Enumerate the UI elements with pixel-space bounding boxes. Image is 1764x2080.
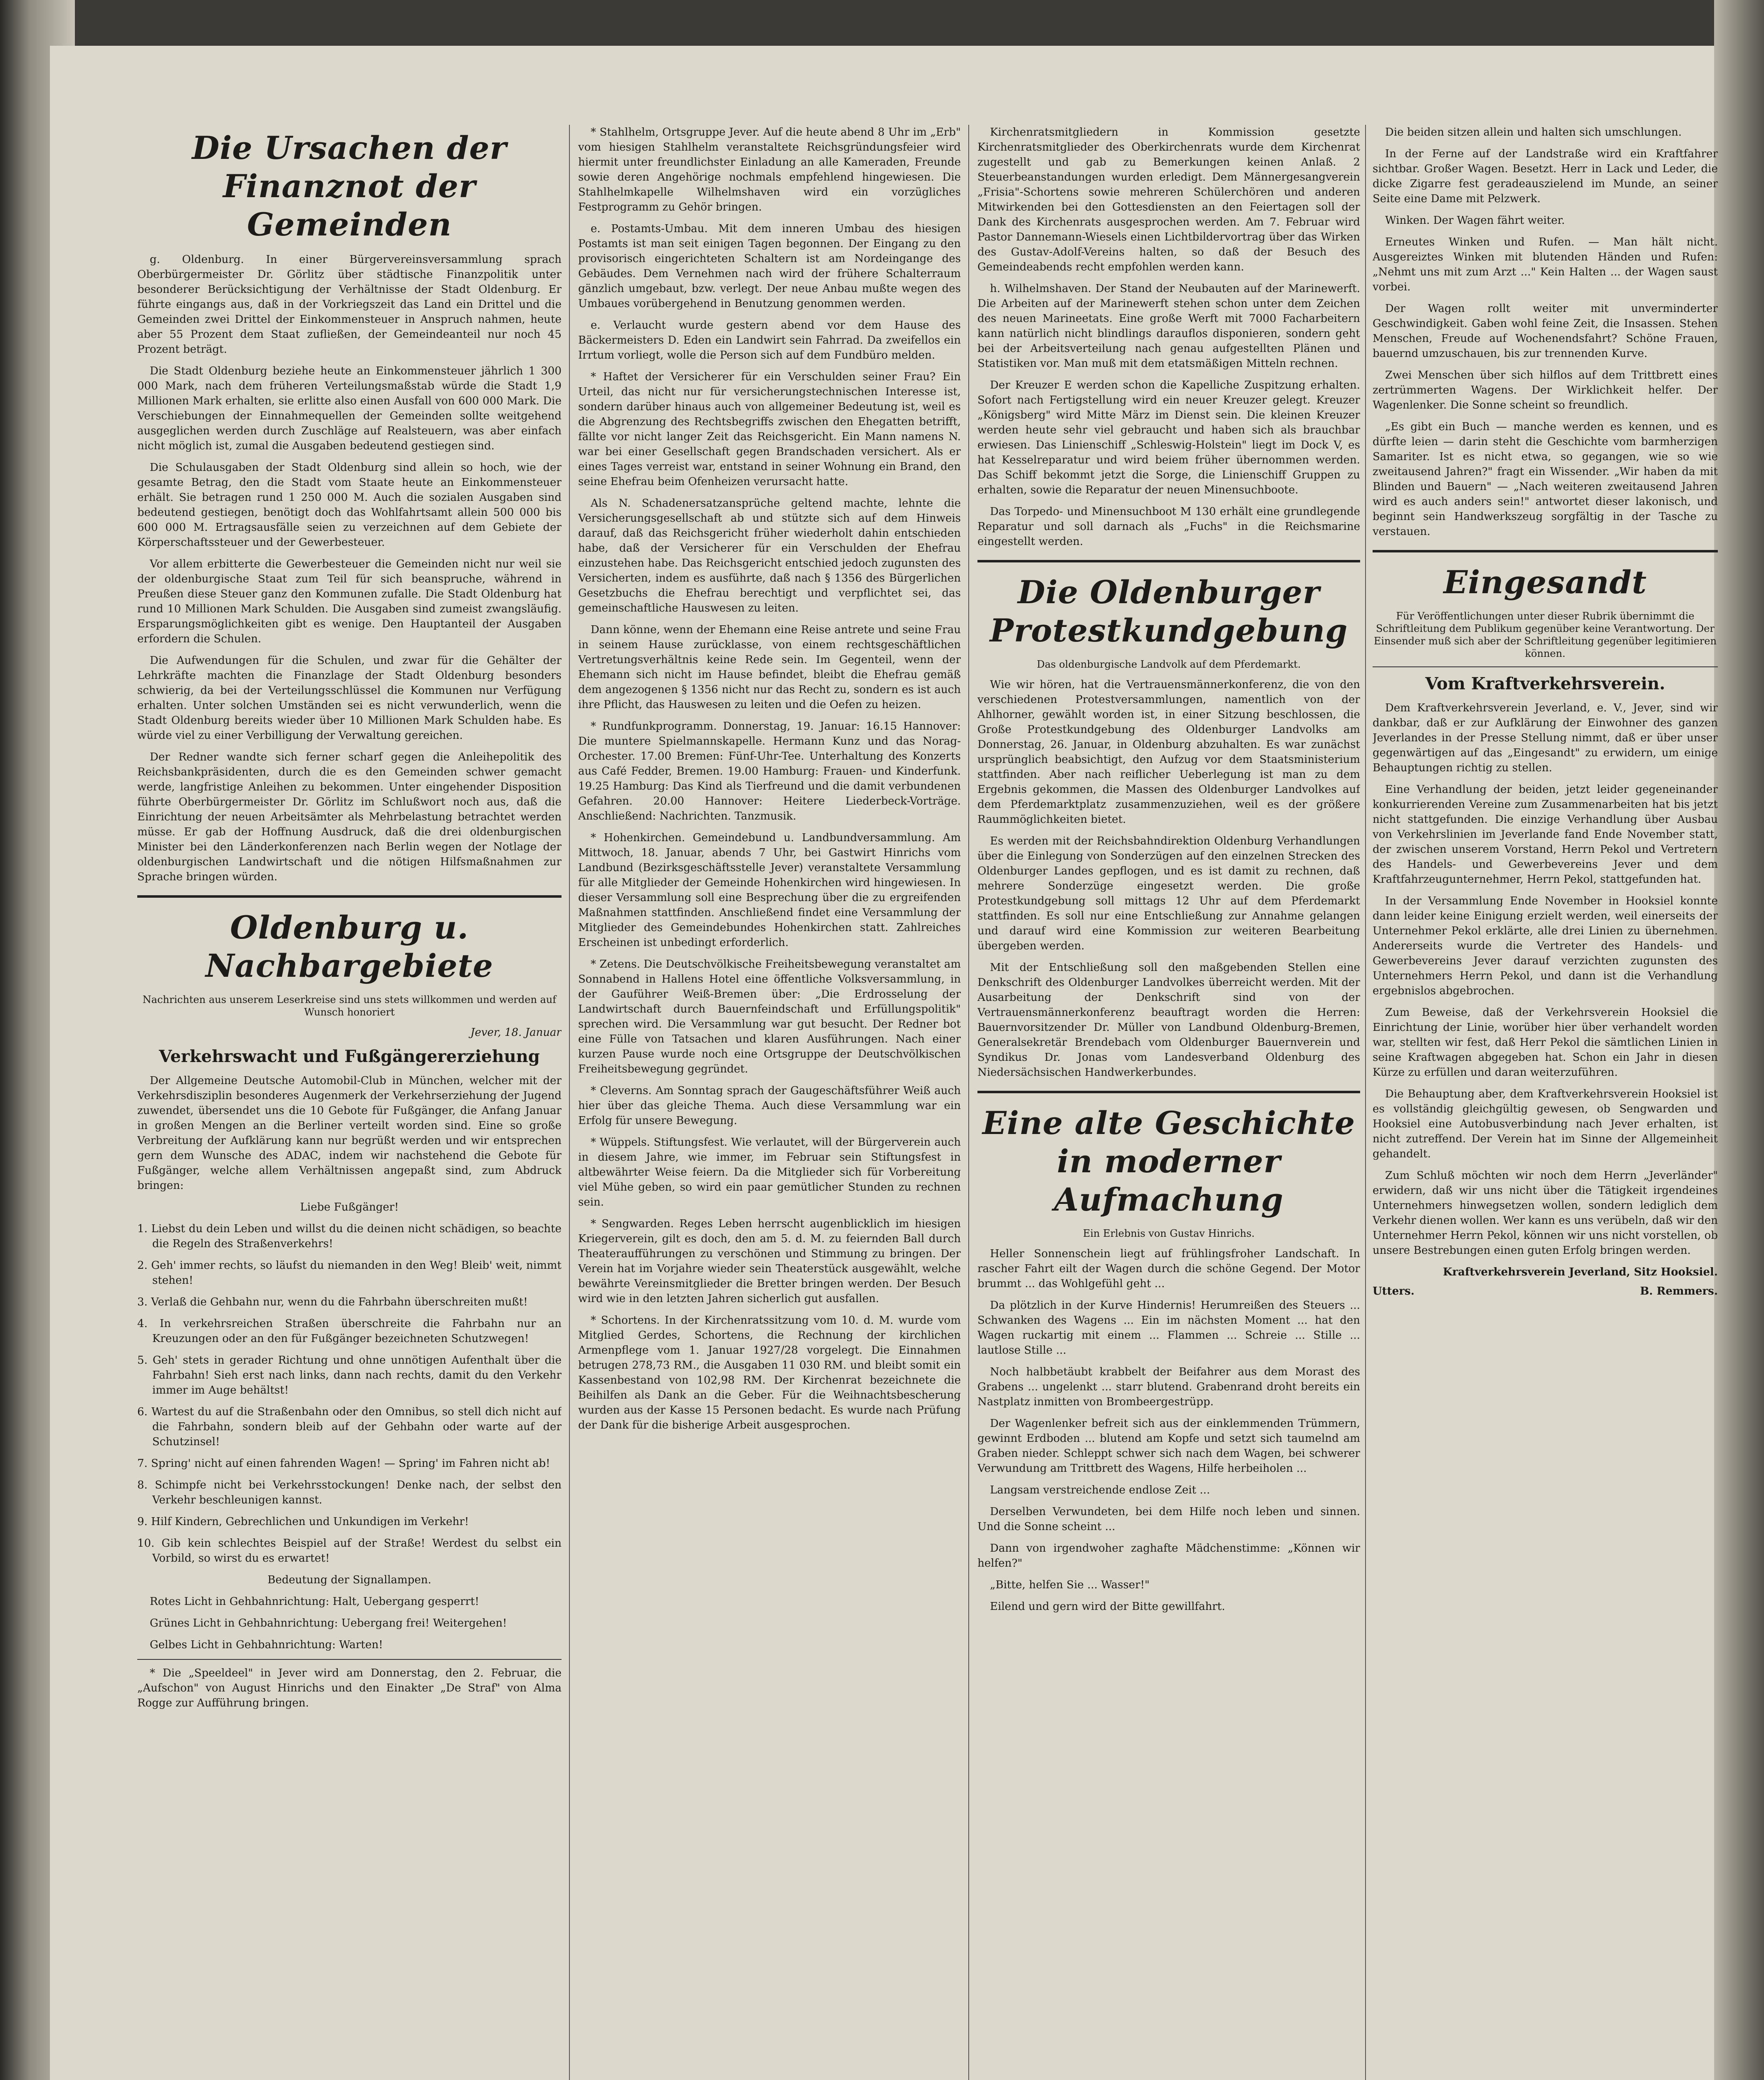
story-paragraph: Da plötzlich in der Kurve Hindernis! Herumreißen des Steuers ... Schwanken des Wagens ... Ein im nächsten Moment ... hat den Wagen ruckartig mit einem ... Flammen ... Schreie ... Stille ... lautlose Stille ... <box>977 1299 1360 1357</box>
list-item: 9. Hilf Kindern, Gebrechlichen und Unkundigen im Verkehr! <box>137 1515 469 1528</box>
list-item: 8. Schimpfe nicht bei Verkehrsstockungen! Denke nach, der selbst den Verkehr beschleunigen kannst. <box>137 1479 562 1506</box>
article-paragraph: Die Aufwendungen für die Schulen, und zwar für die Gehälter der Lehrkräfte machten die Finanzlage der Stadt Oldenburg besonders schwierig, da bei der Verteilungsschlüssel die Kommunen nur Verfügung erhalten. Unter solchen Umständen sei es nicht verwunderlich, wenn die Stadt Oldenburg bereits wieder über 10 Millionen Mark Schulden habe. Es würde viel zu einer Verbilligung der Verwaltung gereichen. <box>137 654 562 742</box>
news-item: Dann könne, wenn der Ehemann eine Reise antrete und seine Frau in seinem Hause zurücklasse, von einem rechtsgeschäftlichen Vertretungsverhältnis keine Rede sein. Im Gegenteil, wenn der Ehemann sich nicht im Hause befindet, bleibt die Ehefrau gemäß dem angezogenen § 1356 nicht nur das Recht zu, sondern es ist auch ihre Pflicht, das Hauswesen zu leiten und die Oefen zu heizen. <box>578 624 961 711</box>
headline-subtitle: Ein Erlebnis von Gustav Hinrichs. <box>1083 1228 1255 1239</box>
news-item: * Rundfunkprogramm. Donnerstag, 19. Januar: 16.15 Hannover: Die muntere Spielmannskapelle. Hermann Kunz und das Norag-Orchester. 17.00 Bremen: Fünf-Uhr-Tee. Unterhaltung des Konzerts aus Café Fedder, Bremen. 19.00 Hamburg: Frauen- und Kinderfunk. 19.25 Hamburg: Das Kind als Tierfreund und die damit verbundenen Gefahren. 20.00 Hannover: Heitere Liederbeck-Vorträge. Anschließend: Nachrichten. Tanzmusik. <box>578 720 961 822</box>
news-item: * Stahlhelm, Ortsgruppe Jever. Auf die heute abend 8 Uhr im „Erb" vom hiesigen Stahlhelm veranstaltete Reichsgründungsfeier wird hiermit unter freundlichster Einladung an alle Kameraden, Freunde sowie deren Angehörige nochmals empfehlend hingewiesen. Die Stahlhelmkapelle Wilhelmshaven wird ein vorzügliches Festprogramm zu Gehör bringen. <box>578 126 961 213</box>
news-item: * Cleverns. Am Sonntag sprach der Gaugeschäftsführer Weiß auch hier über das gleiche Thema. Auch diese Versammlung war ein Erfolg für unsere Bewegung. <box>578 1085 961 1127</box>
divider <box>1373 666 1718 667</box>
story-paragraph: Der Wagen rollt weiter mit unverminderter Geschwindigkeit. Gaben wohl feine Zeit, die Insassen. Stehen Menschen, Freude auf Wochenendsfahrt? Schöne Frauen, bauernd umzuschauen, bis zur trennenden Kurve. <box>1373 302 1718 360</box>
signature: Kraftverkehrsverein Jeverland, Sitz Hooksiel. <box>1442 1266 1718 1278</box>
story-paragraph: Die beiden sitzen allein und halten sich umschlungen. <box>1385 126 1682 139</box>
list-item: 4. In verkehrsreichen Straßen überschreite die Fahrbahn nur an Kreuzungen oder an den für Fußgänger bezeichneten Schutzwegen! <box>137 1317 562 1345</box>
story-paragraph: Heller Sonnenschein liegt auf frühlingsfroher Landschaft. In rascher Fahrt eilt der Wagen durch die schöne Gegend. Der Motor brummt ... das Wohlgefühl geht ... <box>977 1248 1360 1290</box>
list-title: Liebe Fußgänger! <box>300 1201 399 1213</box>
article-paragraph: Eine Verhandlung der beiden, jetzt leider gegeneinander konkurrierenden Vereine zum Zusammenarbeiten hat bis jetzt nicht stattgefunden. Die einzige Verhandlung über Ausbau von Verkehrslinien im Jeverlande fand Ende November statt, der zwischen unserem Vorstand, Herrn Pekol und Vertretern des Handels- und Gewerbevereins Jever und dem Kraftfahrzeugunternehmer, Herrn Pekol, stattgefunden hat. <box>1373 783 1718 886</box>
rules-list <box>137 1221 562 1566</box>
signal-item: Rotes Licht in Gehbahnrichtung: Halt, Uebergang gesperrt! <box>150 1595 479 1608</box>
article-paragraph: Dem Kraftverkehrsverein Jeverland, e. V., Jever, sind wir dankbar, daß er zur Aufklärung der Einwohner des ganzen Jeverlandes in der Presse Stellung nimmt, daß er über unser gegenwärtigen auf das „Eingesandt" zu erwidern, um einige Behauptungen richtig zu stellen. <box>1373 702 1718 774</box>
story-paragraph: In der Ferne auf der Landstraße wird ein Kraftfahrer sichtbar. Großer Wagen. Besetzt. Herr in Lack und Leder, die dicke Zigarre fest geradeauszielend im Munde, an seiner Seite eine Dame mit Pelzwerk. <box>1373 148 1718 205</box>
article-paragraph: Der Allgemeine Deutsche Automobil-Club in München, welcher mit der Verkehrsdisziplin besonderes Augenmerk der Verkehrserziehung der Jugend zuwendet, übersendet uns die 10 Gebote für Fußgänger, die Anfang Januar in großen Mengen an die Berliner verteilt worden sind. Eine so große Verbreitung der Aufklärung kann nur begrüßt werden und wir entsprechen gern dem Wunsche des ADAC, indem wir nachstehend die Gebote für Fußgänger, welche allem Verhältnissen angepaßt sind, zum Abdruck bringen: <box>137 1075 562 1192</box>
news-item: e. Verlaucht wurde gestern abend vor dem Hause des Bäckermeisters D. Eden ein Landwirt sein Fahrrad. Da zweifellos ein Irrtum vorliegt, wolle die Person sich auf dem Fundbüro melden. <box>578 319 961 362</box>
section-divider <box>977 560 1360 562</box>
story-paragraph: „Bitte, helfen Sie ... Wasser!" <box>990 1579 1150 1591</box>
signature-left: Utters. <box>1373 1285 1415 1298</box>
article-paragraph: Die Schulausgaben der Stadt Oldenburg sind allein so hoch, wie der gesamte Betrag, den die Stadt vom Staate heute an Einkommensteuer erhält. Sie betragen rund 1 250 000 M. Auch die sozialen Ausgaben sind bedeutend gestiegen, benötigt doch das Wohlfahrtsamt allein 500 000 bis 600 000 M. Ertragsausfälle seien zu verzeichnen auf dem Gebiete der Körperschaftssteuer und der Gewerbesteuer. <box>137 461 562 549</box>
story-paragraph: Zwei Menschen über sich hilflos auf dem Trittbrett eines zertrümmerten Wagens. Der Wirklichkeit helfer. Der Wagenlenker. Die Sonne scheint so freundlich. <box>1373 369 1718 411</box>
story-paragraph: Langsam verstreichende endlose Zeit ... <box>990 1484 1210 1496</box>
article-paragraph: Die Behauptung aber, dem Kraftverkehrsverein Hooksiel ist es vollständig gleichgültig gewesen, ob Sengwarden und Hooksiel eine Autobusverbindung nach Jever erhalten, ist nicht zutreffend. Der Verein hat im Sinne der Allgemeinheit gehandelt. <box>1373 1088 1718 1160</box>
page-edge <box>1714 0 1764 2080</box>
section-divider <box>1373 550 1718 552</box>
list-item: 2. Geh' immer rechts, so läufst du niemanden in den Weg! Bleib' weit, nimmt stehen! <box>137 1259 562 1287</box>
dateline: Jever, 18. Januar <box>470 1026 562 1039</box>
column-rule <box>968 125 969 2080</box>
news-item: * Schortens. In der Kirchenratssitzung vom 10. d. M. wurde vom Mitglied Gerdes, Schortens, die Rechnung der kirchlichen Armenpflege vom 1. Januar 1927/28 vorgelegt. Die Einnahmen betrugen 278,73 RM., die Ausgaben 11 030 RM. und bleibt somit ein Kassenbestand von 102,98 RM. Der Kirchenrat bezeichnete die Beihilfen als Dank an die Geber. Für die Weihnachtsbescherung wurden aus der Kasse 15 Personen bedacht. Es wurde nach Prüfung der Dank für die bisherige Arbeit ausgesprochen. <box>578 1314 961 1431</box>
news-item: * Wüppels. Stiftungsfest. Wie verlautet, will der Bürgerverein auch in diesem Jahre, wie immer, im Februar sein Stiftungsfest in altbewährter Weise feiern. Da die Mitglieder sich für Vorbereitung viel Mühe geben, so wird ein paar gemütlicher Stunden zu rechnen sein. <box>578 1136 961 1208</box>
article-paragraph: In der Versammlung Ende November in Hooksiel konnte dann leider keine Einigung erzielt werden, weil einerseits der Unternehmer Pekol erklärte, alle drei Linien zu übernehmen. Andererseits wurde die Vertreter des Handels- und Gewerbevereins Jever darauf verzichten zugunsten des Unternehmers Herrn Pekol, und dann ist die Verhandlung ergebnislos abgebrochen. <box>1373 895 1718 997</box>
headline-eingesandt: Eingesandt <box>1443 564 1647 601</box>
article-paragraph: Zum Beweise, daß der Verkehrsverein Hooksiel die Einrichtung der Linie, worüber hier über verhandelt worden war, stellten wir fest, daß Herr Pekol die sämtlichen Linien in seine Kraftwagen abgegeben hat. Schon ein Jahr in diesen Kürze zu erfüllen und daran weiterzuführen. <box>1373 1006 1718 1079</box>
story-paragraph: Noch halbbetäubt krabbelt der Beifahrer aus dem Morast des Grabens ... ungelenkt ... starr blutend. Grabenrand droht bereits ein Nastplatz inmitten von Brombeergestrüpp. <box>977 1366 1360 1408</box>
section-subtitle: Nachrichten aus unserem Leserkreise sind uns stets willkommen und werden auf Wunsch honoriert <box>142 994 557 1018</box>
column-rule <box>569 125 570 2080</box>
story-paragraph: Derselben Verwundeten, bei dem Hilfe noch leben und sinnen. Und die Sonne scheint ... <box>977 1506 1360 1533</box>
list-item: 6. Wartest du auf die Straßenbahn oder den Omnibus, so stell dich nicht auf die Fahrbahn, sondern bleib auf der Gehbahn oder warte auf der Schutzinsel! <box>137 1406 562 1448</box>
headline-finanznot: Die Ursachen der Finanznot der Gemeinden <box>192 129 507 243</box>
headline-subtitle: Das oldenburgische Landvolk auf dem Pferdemarkt. <box>1037 659 1301 670</box>
list-item: 7. Spring' nicht auf einen fahrenden Wagen! — Spring' im Fahren nicht ab! <box>137 1457 550 1470</box>
news-item: Das Torpedo- und Minensuchboot M 130 erhält eine grundlegende Reparatur und soll darnach als „Fuchs" in die Reichsmarine eingestellt werden. <box>977 505 1360 548</box>
news-item: e. Postamts-Umbau. Mit dem inneren Umbau des hiesigen Postamts ist man seit einigen Tagen begonnen. Der Eingang zu den provisorisch eingerichteten Schaltern ist am Nordeingange des Gebäudes. Dem Vernehmen nach wird der frühere Schalterraum gänzlich umgebaut, bzw. verlegt. Der neue Anbau mußte wegen des Umbaues vorübergehend in Benutzung genommen werden. <box>578 223 961 310</box>
news-item: * Sengwarden. Reges Leben herrscht augenblicklich im hiesigen Kriegerverein, gilt es doch, den am 5. d. M. zu feiernden Ball durch Theateraufführungen zu verschönen und Stimmung zu bringen. Der Verein hat im Vorjahre wieder sein Theaterstück ausgewählt, welche bewährte Vereinsmitglieder die Bretter bringen werden. Der Besuch wird wie in den letzten Jahren sicherlich gut ausfallen. <box>578 1218 961 1305</box>
article-paragraph: Wie wir hören, hat die Vertrauensmännerkonferenz, die von den verschiedenen Protestversammlungen, namentlich von der Ahlhorner, gewählt worden ist, in einer Sitzung beschlossen, die Große Protestkundgebung des Oldenburger Landvolks am Donnerstag, 26. Januar, in Oldenburg abzuhalten. Es war zunächst ursprünglich beabsichtigt, den Aufzug vor dem Staatsministerium stattfinden. Aber nach reiflicher Ueberlegung ist man zu dem Ergebnis gekommen, die Massen des Oldenburger Landvolkes auf dem Pferdemarktplatz zusammenzuziehen, weil es der größere Raummöglichkeiten bietet. <box>977 678 1360 826</box>
story-paragraph: Erneutes Winken und Rufen. — Man hält nicht. Ausgereiztes Winken mit blutenden Händen und Rufen: „Nehmt uns mit zum Arzt ..." Kein Halten ... der Wagen saust vorbei. <box>1373 236 1718 293</box>
story-paragraph: Dann von irgendwoher zaghafte Mädchenstimme: „Können wir helfen?" <box>977 1542 1360 1570</box>
list-item: 10. Gib kein schlechtes Beispiel auf der Straße! Werdest du selbst ein Vorbild, so wirst du es erwartet! <box>137 1537 562 1565</box>
section-divider <box>137 895 562 898</box>
headline-oldenburg: Oldenburg u. Nachbargebiete <box>205 909 493 984</box>
article-paragraph: Mit der Entschließung soll den maßgebenden Stellen eine Denkschrift des Oldenburger Landvolkes überreicht werden. Mit der Ausarbeitung der Denkschrift sind von der Vertrauensmännerkonferenz beauftragt worden die Herren: Bauernvorsitzender Dr. Müller von Landbund Oldenburg-Bremen, Generalsekretär Brendebach vom Oldenburger Bauernverein und Syndikus Dr. Jonas vom Landesverband Oldenburg des Niedersächsischen Handwerkerbundes. <box>977 961 1360 1079</box>
signal-item: Gelbes Licht in Gehbahnrichtung: Warten! <box>150 1639 383 1651</box>
story-paragraph: Der Wagenlenker befreit sich aus der einklemmenden Trümmern, gewinnt Erdboden ... blutend am Kopfe und setzt sich taumelnd am Graben nieder. Schleppt schwer sich nach dem Wagen, bei schwerer Verwundung am Trittbrett des Wagens, Hilfe herbeiholen ... <box>977 1417 1360 1475</box>
article-paragraph: Zum Schluß möchten wir noch dem Herrn „Jeverländer" erwidern, daß wir uns nicht über die Tätigkeit irgendeines Unternehmers hinwegsetzen wollen, sondern lediglich dem Verkehr dienen wollen. Wer kann es uns verübeln, daß wir den Unternehmer Herrn Pekol, können wir uns nicht vorstellen, ob unsere Bestrebungen einen guten Erfolg bringen werden. <box>1373 1169 1718 1257</box>
article-paragraph: g. Oldenburg. In einer Bürgervereinsversammlung sprach Oberbürgermeister Dr. Görlitz über städtische Finanzpolitik unter besonderer Berücksichtigung der Verhältnisse der Stadt Oldenburg. Er führte eingangs aus, daß in der Vorkriegszeit das Land ein Drittel und die Gemeinden zwei Drittel der Einkommensteuer in Anspruch nahmen, heute aber 55 Prozent dem Staat zufließen, der Gemeindeanteil nur noch 45 Prozent beträgt. <box>137 253 562 356</box>
list-item: 1. Liebst du dein Leben und willst du die deinen nicht schädigen, so beachte die Regeln des Straßenverkehrs! <box>137 1223 562 1250</box>
section-divider <box>977 1091 1360 1093</box>
article-paragraph: Es werden mit der Reichsbahndirektion Oldenburg Verhandlungen über die Einlegung von Sonderzügen auf den einzelnen Strecken des Oldenburger Landes gepflogen, und es ist damit zu rechnen, daß mehrere Sonderzüge eingesetzt werden. Die große Protestkundgebung soll mittags 12 Uhr auf dem Pferdemarkt stattfinden. Es soll nur eine Entschließung zur Annahme gelangen und darauf wird eine Kommission zur weiteren Bearbeitung übergeben werden. <box>977 835 1360 952</box>
news-item: Als N. Schadenersatzansprüche geltend machte, lehnte die Versicherungsgesellschaft ab und stützte sich auf dem Hinweis darauf, daß das Reichsgericht früher wiederholt dahin entschieden habe, daß der Versicherer für ein Verschulden der Ehefrau einzustehen habe. Das Reichsgericht entschied jedoch zugunsten des Versicherten, indem es ausführte, daß nach § 1356 des Bürgerlichen Gesetzbuchs die Ehefrau berechtigt und verpflichtet sei, das gemeinschaftliche Hauswesen zu leiten. <box>578 497 961 614</box>
story-paragraph: Winken. Der Wagen fährt weiter. <box>1385 214 1565 227</box>
article-paragraph: Die Stadt Oldenburg beziehe heute an Einkommensteuer jährlich 1 300 000 Mark, nach dem früheren Verteilungsmaßstab würde die Stadt 1,9 Millionen Mark erhalten, sie erlitte also einen Ausfall von 600 000 Mark. Die Verschiebungen der Einnahmequellen der Gemeinden sollte weitgehend ausgeglichen werden durch Zuschläge auf Realsteuern, was aber einfach nicht möglich ist, zumal die Ausgaben bedeutend gestiegen sind. <box>137 365 562 452</box>
news-item: * Haftet der Versicherer für ein Verschulden seiner Frau? Ein Urteil, das nicht nur für versicherungstechnischen Interesse ist, sondern darüber hinaus auch von allgemeiner Bedeutung ist, weil es die Abgrenzung des Rechtsbegriffs zwischen den Ehegatten betrifft, fällte vor nicht langer Zeit das Reichsgericht. Ein Mann namens N. war bei einer Gesellschaft gegen Brandschaden versichert. Als er eines Tages verreist war, entstand in seiner Wohnung ein Brand, den seine Ehefrau beim Ofenheizen verursacht hatte. <box>578 371 961 488</box>
column-2 <box>578 125 961 2080</box>
news-item: Kirchenratsmitgliedern in Kommission gesetzte Kirchenratsmitglieder des Oberkirchenrats wurde dem Kirchenrat zugestellt und gab zu Bemerkungen keinen Anlaß. 2 Steuerbeanstandungen wurden erledigt. Dem Männergesangverein „Frisia"-Schortens sowie mehreren Schülerchören und anderen Mitwirkenden bei den Gottesdiensten an den Feiertagen soll der Dank des Kirchenrats ausgesprochen werden. Am 7. Februar wird Pastor Dannemann-Wiesels einen Lichtbildervortrag über das Wirken des Gustav-Adolf-Vereins halten, so daß der Besuch des Gemeindeabends recht empfohlen werden kann. <box>977 126 1360 273</box>
footnote: * Die „Speeldeel" in Jever wird am Donnerstag, den 2. Februar, die „Aufschon" von August Hinrichs und den Einakter „De Straf" von Alma Rogge zur Aufführung bringen. <box>137 1667 562 1709</box>
headline-protestkundgebung: Die Oldenburger Protestkundgebung <box>990 574 1348 649</box>
headline-verkehrswacht: Verkehrswacht und Fußgängererziehung <box>159 1047 540 1066</box>
column-3 <box>977 125 1360 2080</box>
list-item: 3. Verlaß die Gehbahn nur, wenn du die Fahrbahn überschreiten mußt! <box>137 1296 528 1308</box>
divider <box>137 1659 562 1660</box>
news-item: * Hohenkirchen. Gemeindebund u. Landbundversammlung. Am Mittwoch, 18. Januar, abends 7 Uhr, bei Gastwirt Hinrichs vom Landbund (Bezirksgeschäftsstelle Jever) veranstaltete Versammlung für alle Mitglieder der Gemeinde Hohenkirchen wird hingewiesen. In dieser Versammlung soll eine Besprechung über die zu ergreifenden Maßnahmen stattfinden. Anschließend findet eine Versammlung der Mitglieder des Gemeindebundes Hohenkirchen statt. Zahlreiches Erscheinen ist unbedingt erforderlich. <box>578 832 961 949</box>
column-rule <box>1365 125 1366 2080</box>
column-4 <box>1373 125 1718 2080</box>
signature-right: B. Remmers. <box>1640 1285 1718 1298</box>
news-item: Der Kreuzer E werden schon die Kapelliche Zuspitzung erhalten. Sofort nach Fertigstellung wird ein neuer Kreuzer gelegt. Kreuzer „Königsberg" wird Mitte März im Dienst sein. Die kleinen Kreuzer werden heute sehr viel gebraucht und haben sich als brauchbar erwiesen. Das Linienschiff „Schleswig-Holstein" liegt im Dock V, es hat Kesselreparatur und wird beiem früher übernommen werden. Das Schiff bekommt jetzt die Sorge, die Linienschiff Gruppen zu erhalten, sowie die Reparatur der neuen Minensuchboote. <box>977 379 1360 496</box>
headline-alte-geschichte: Eine alte Geschichte in moderner Aufmachung <box>982 1104 1356 1218</box>
signature-row <box>1373 1284 1718 1299</box>
disclaimer: Für Veröffentlichungen unter dieser Rubrik übernimmt die Schriftleitung dem Publikum gegenüber keine Verantwortung. Der Einsender muß sich aber der Schriftleitung gegenüber legitimieren können. <box>1373 610 1717 659</box>
article-paragraph: Vor allem erbitterte die Gewerbesteuer die Gemeinden nicht nur weil sie der oldenburgische Staat zum Teil für sich beanspruche, während in Preußen diese Steuer ganz den Kommunen zufalle. Die Stadt Oldenburg hat rund 10 Millionen Mark Schulden. Die Ausgaben sind zumeist zwangsläufig. Ersparungsmöglichkeiten gibt es wenige. Den Hauptanteil der Ausgaben erfordern die Schulen. <box>137 558 562 645</box>
column-1 <box>137 125 562 2080</box>
signal-title: Bedeutung der Signallampen. <box>267 1574 431 1586</box>
story-paragraph: Eilend und gern wird der Bitte gewillfahrt. <box>990 1600 1225 1613</box>
headline-kraftverkehrsverein: Vom Kraftverkehrsverein. <box>1425 674 1665 693</box>
list-item: 5. Geh' stets in gerader Richtung und ohne unnötigen Aufenthalt über die Fahrbahn! Sieh erst nach links, dann nach rechts, damit du den Verkehr immer im Auge behältst! <box>137 1354 562 1397</box>
signal-item: Grünes Licht in Gehbahnrichtung: Uebergang frei! Weitergehen! <box>150 1617 507 1629</box>
news-item: h. Wilhelmshaven. Der Stand der Neubauten auf der Marinewerft. Die Arbeiten auf der Marinewerft stehen schon unter dem Zeichen des neuen Marineetats. Eine große Werft mit 7000 Facharbeitern kann natürlich nicht blindlings darauflos disponieren, sondern geht bei der Arbeitsverteilung nach genau aufgestellten Plänen und Statistiken vor. Man muß mit dem etatsmäßigen Mitteln rechnen. <box>977 282 1360 370</box>
story-paragraph: „Es gibt ein Buch — manche werden es kennen, und es dürfte leien — darin steht die Geschichte vom barmherzigen Samariter. Ist es nicht etwa, so gegangen, wie so wie zweitausend Jahren?" fragt ein Wissender. „Wir haben da mit Blinden und Bauern" — „Nach weiteren zweitausend Jahren wird es auch anders sein!" antwortet dieser lakonisch, und beginnt sein Handwerkszeug sorgfältig in der Tasche zu verstauen. <box>1373 421 1718 538</box>
news-item: * Zetens. Die Deutschvölkische Freiheitsbewegung veranstaltet am Sonnabend in Hallens Hotel eine öffentliche Volksversammlung, in der Gauführer Weiß-Bremen über: „Die Erdrosselung der Landwirtschaft durch Bauernfeindschaft und Erfüllungspolitik" sprechen wird. Die Versammlung war gut besucht. Der Redner bot eine Fülle von Tatsachen und klaren Ausführungen. Nach einer kurzen Pause wurde noch eine Ortsgruppe der Deutschvölkischen Freiheitsbewegung gegründet. <box>578 958 961 1075</box>
article-paragraph: Der Redner wandte sich ferner scharf gegen die Anleihepolitik des Reichsbankpräsidenten, durch die es den Gemeinden schwer gemacht werde, langfristige Anleihen zu bekommen. Unter eingehender Disposition führte Oberbürgermeister Dr. Görlitz im Schlußwort noch aus, daß die Einrichtung der neuen Arbeitsämter als Mehrbelastung betrachtet werden müsse. Er gab der Hoffnung Ausdruck, daß die drei oldenburgischen Minister bei den Länderkonferenzen nach Berlin wegen der Notlage der oldenburgischen Landwirtschaft und die nötigen Hilfsmaßnahmen zur Sprache bringen würden. <box>137 751 562 883</box>
